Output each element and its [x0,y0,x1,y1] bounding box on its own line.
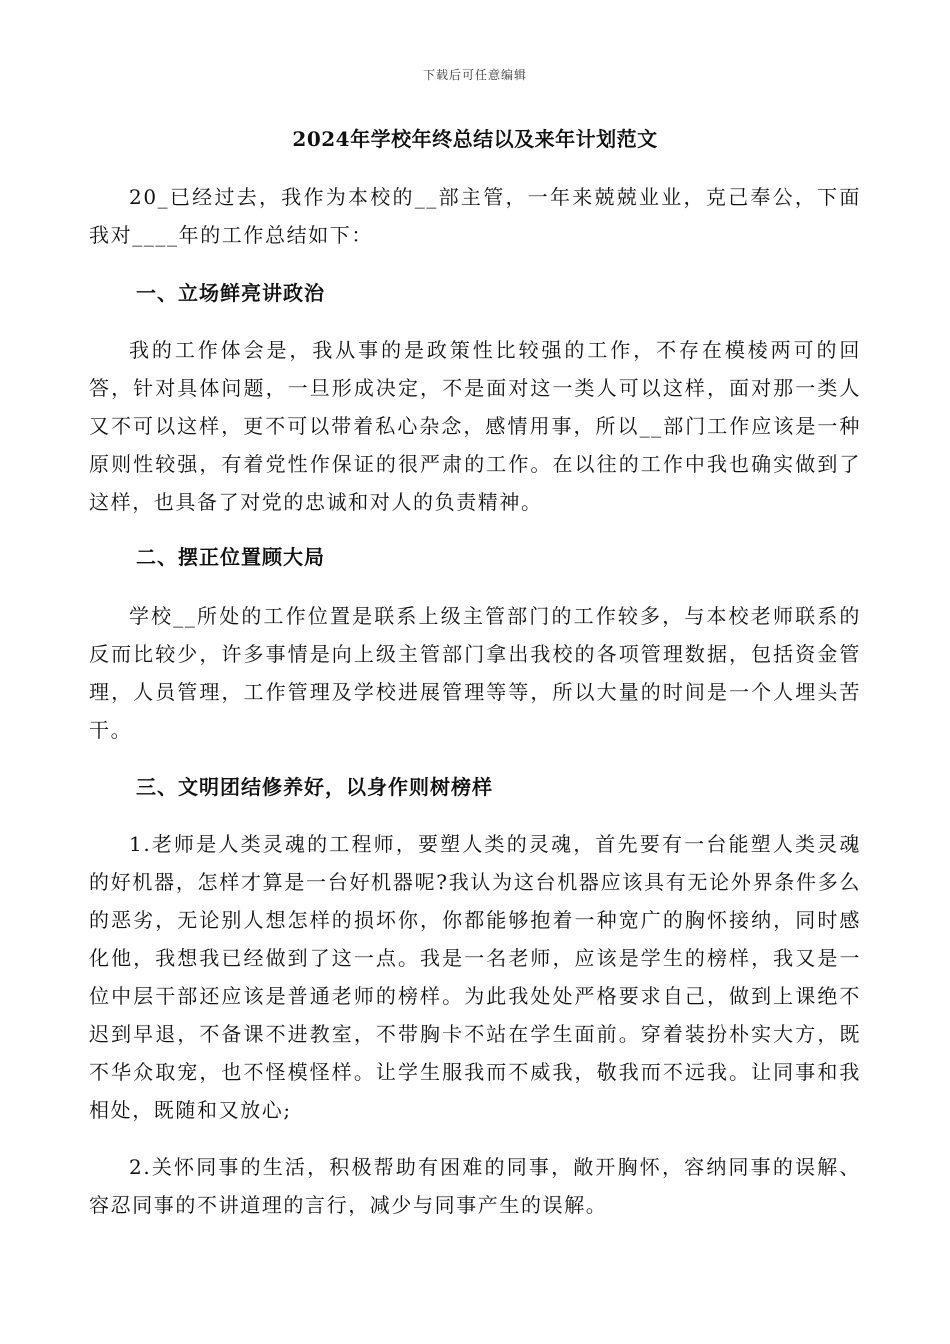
section-heading-3: 三、文明团结修养好，以身作则树榜样 [136,775,493,799]
section-3-paragraph-2: 2.关怀同事的生活，积极帮助有困难的同事，敞开胸怀，容纳同事的误解、容忍同事的不讲道理的言行，减少与同事产生的误解。 [89,1155,861,1217]
header-note: 下载后可任意编辑 [422,68,527,82]
document-title: 2024年学校年终总结以及来年计划范文 [292,127,658,151]
section-2-paragraph-1: 学校__所处的工作位置是联系上级主管部门的工作较多，与本校老师联系的反而比较少，许多事情是向上级主管部门拿出我校的各项管理数据，包括资金管理，人员管理，工作管理及学校进展管理等等，所以大量的时间是一个人埋头苦干。 [89,604,861,742]
section-3-paragraph-1: 1.老师是人类灵魂的工程师，要塑人类的灵魂，首先要有一台能塑人类灵魂的好机器，怎样才算是一台好机器呢?我认为这台机器应该具有无论外界条件多么的恶劣，无论别人想怎样的损坏你，你都能够抱着一种宽广的胸怀接纳，同时感化他，我想我已经做到了这一点。我是一名老师，应该是学生的榜样，我又是一位中层干部还应该是普通老师的榜样。为此我处处严格要求自己，做到上课绝不迟到早退，不备课不进教室，不带胸卡不站在学生面前。穿着装扮朴实大方，既不华众取宠，也不怪模怪样。让学生服我而不威我，敬我而不远我。让同事和我相处，既随和又放心; [89,832,861,1122]
section-1-paragraph-1: 我的工作体会是，我从事的是政策性比较强的工作，不存在模棱两可的回答，针对具体问题，一旦形成决定，不是面对这一类人可以这样，面对那一类人又不可以这样，更不可以带着私心杂念，感情用事，所以__部门工作应该是一种原则性较强，有着党性作保证的很严肃的工作。在以往的工作中我也确实做到了这样，也具备了对党的忠诚和对人的负责精神。 [89,338,861,514]
section-heading-2: 二、摆正位置顾大局 [136,545,325,569]
section-heading-1: 一、立场鲜亮讲政治 [136,281,325,305]
intro-paragraph: 20_已经过去，我作为本校的__部主管，一年来兢兢业业，克己奉公，下面我对____年的工作总结如下： [89,185,861,247]
